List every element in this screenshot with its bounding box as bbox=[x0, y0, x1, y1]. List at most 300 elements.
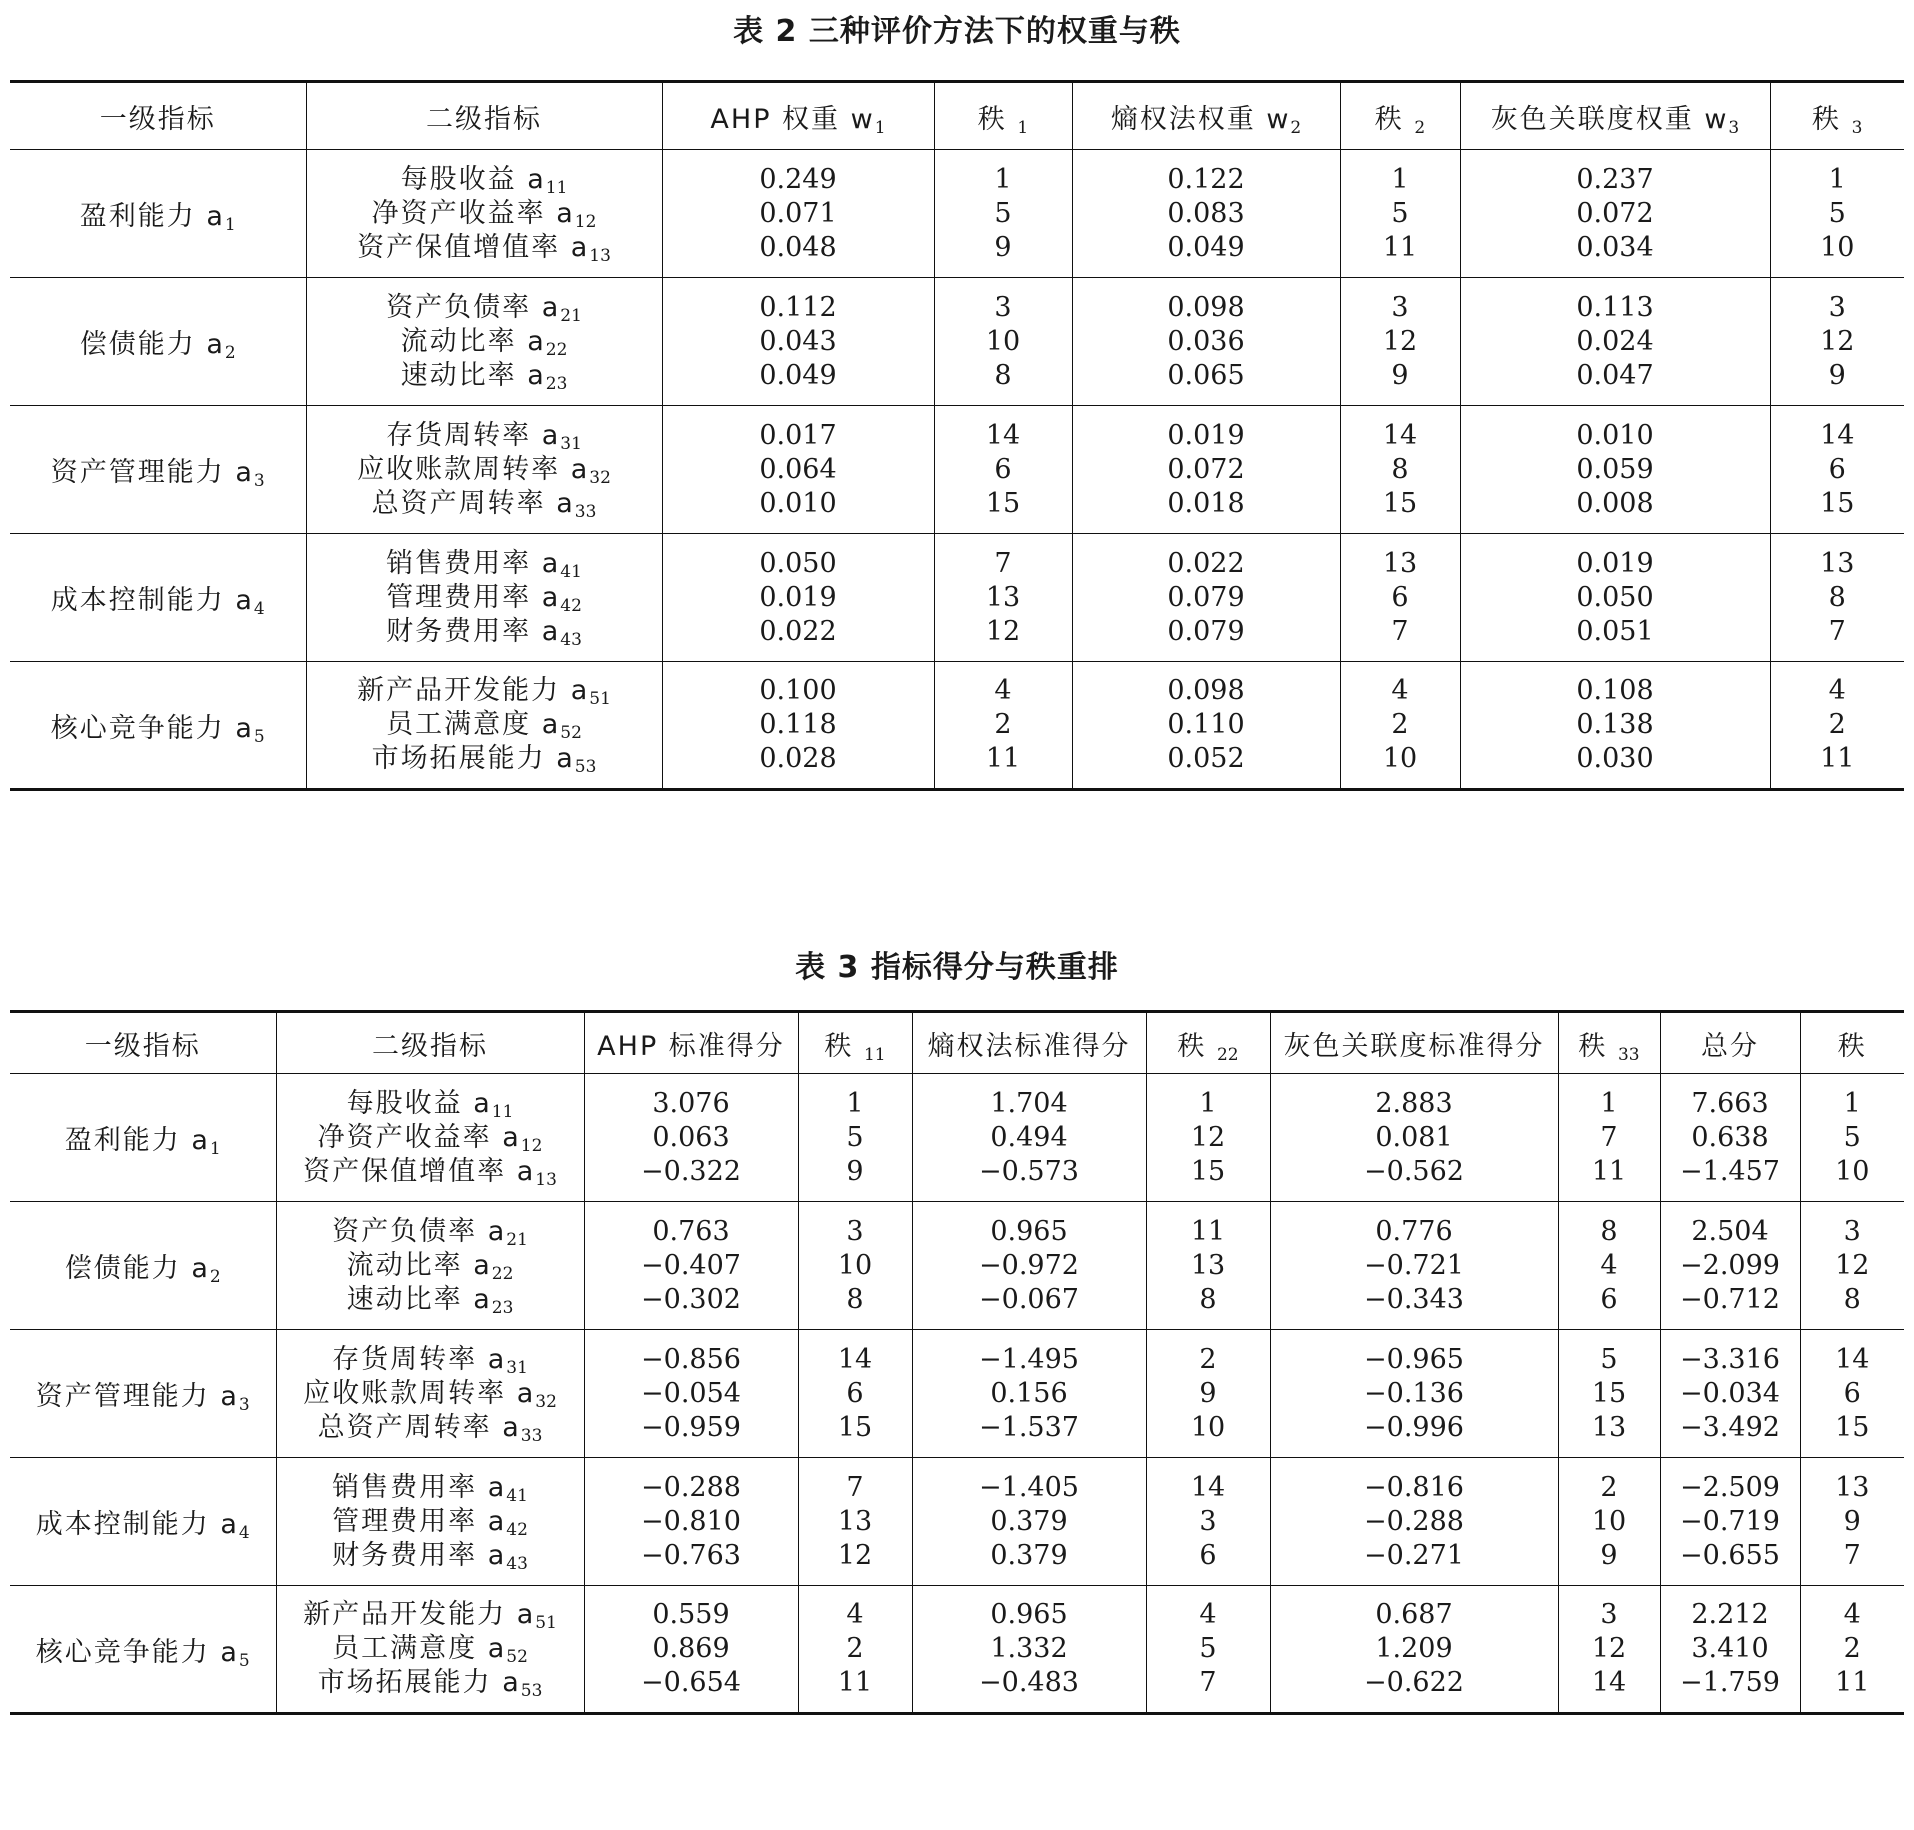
value-cell bbox=[1770, 662, 1904, 790]
subscript: 1 bbox=[224, 215, 236, 235]
cell-value: 12 bbox=[1591, 1633, 1627, 1664]
cell-value: 2 bbox=[1600, 1471, 1618, 1503]
cell-value: 6 bbox=[1600, 1283, 1618, 1315]
value-cell bbox=[1270, 1330, 1558, 1458]
subscript: 3 bbox=[1851, 117, 1863, 138]
cell-value: 11 bbox=[1382, 231, 1418, 263]
primary-indicator-cell bbox=[10, 278, 306, 406]
cell-value: 2.212 bbox=[1691, 1599, 1769, 1630]
subscript: 43 bbox=[560, 629, 582, 650]
cell-value: 14 bbox=[1820, 419, 1855, 451]
cell-value: 14 bbox=[1591, 1667, 1627, 1698]
subscript: 41 bbox=[560, 561, 582, 582]
subscript: 2 bbox=[224, 343, 236, 363]
cell-value: 6 bbox=[1391, 581, 1409, 613]
cell-value: −0.856 bbox=[641, 1343, 741, 1375]
primary-indicator-cell bbox=[10, 150, 306, 278]
secondary-indicator bbox=[347, 1283, 514, 1317]
value-cell bbox=[1146, 1586, 1270, 1714]
cell-value: 5 bbox=[1843, 1121, 1861, 1153]
value-cell bbox=[934, 662, 1072, 790]
secondary-indicator bbox=[357, 453, 611, 487]
cell-value: −0.562 bbox=[1364, 1155, 1464, 1187]
cell-value: 7 bbox=[1828, 615, 1846, 647]
cell-value: 0.071 bbox=[759, 197, 837, 229]
subscript: 52 bbox=[506, 1647, 528, 1667]
column-header-text: 熵权法标准得分 bbox=[927, 1030, 1131, 1062]
cell-value: 6 bbox=[1843, 1377, 1861, 1409]
secondary-indicator-name: 员工满意度 a bbox=[332, 1633, 507, 1664]
cell-value: 0.024 bbox=[1576, 325, 1654, 357]
cell-value: −0.763 bbox=[641, 1539, 741, 1571]
cell-value: 8 bbox=[1391, 453, 1409, 485]
cell-value: 1 bbox=[1199, 1087, 1217, 1119]
cell-value: 14 bbox=[985, 419, 1021, 451]
secondary-indicator-name: 市场拓展能力 a bbox=[317, 1667, 521, 1698]
value-cell bbox=[1660, 1202, 1800, 1330]
value-cell bbox=[934, 150, 1072, 278]
value-cell bbox=[934, 406, 1072, 534]
secondary-indicator-name: 财务费用率 a bbox=[386, 615, 561, 647]
cell-value: 8 bbox=[994, 359, 1012, 391]
cell-value: 0.112 bbox=[759, 291, 837, 323]
subscript: 5 bbox=[253, 726, 265, 747]
cell-value: 0.559 bbox=[652, 1599, 730, 1630]
cell-value: 14 bbox=[1382, 419, 1418, 451]
cell-value: 0.050 bbox=[759, 547, 837, 579]
cell-value: −0.343 bbox=[1364, 1283, 1464, 1315]
subscript: 22 bbox=[491, 1263, 514, 1284]
cell-value: −0.816 bbox=[1364, 1471, 1464, 1503]
cell-value: 3.076 bbox=[652, 1087, 730, 1119]
subscript: 4 bbox=[238, 1523, 250, 1543]
value-cell bbox=[1270, 1202, 1558, 1330]
secondary-indicator-name: 应收账款周转率 a bbox=[303, 1377, 536, 1409]
cell-value: 15 bbox=[837, 1411, 873, 1443]
value-cell bbox=[1460, 406, 1770, 534]
secondary-indicator bbox=[401, 325, 568, 359]
cell-value: 0.638 bbox=[1691, 1121, 1769, 1153]
cell-value: 4 bbox=[1391, 675, 1409, 706]
value-cell bbox=[798, 1458, 912, 1586]
secondary-indicator bbox=[386, 419, 582, 453]
value-cell bbox=[584, 1586, 798, 1714]
table-row bbox=[10, 150, 1904, 278]
table-row bbox=[10, 1202, 1904, 1330]
cell-value: 3 bbox=[1843, 1215, 1861, 1247]
cell-value: 0.064 bbox=[759, 453, 837, 485]
cell-value: 0.010 bbox=[1576, 419, 1654, 451]
cell-value: −0.067 bbox=[979, 1283, 1079, 1315]
cell-value: 8 bbox=[1843, 1283, 1861, 1315]
cell-value: 8 bbox=[1828, 581, 1846, 613]
secondary-indicator-cell bbox=[276, 1586, 584, 1714]
value-cell bbox=[1800, 1586, 1904, 1714]
cell-value: 9 bbox=[1199, 1377, 1217, 1409]
value-cell bbox=[798, 1074, 912, 1202]
subscript: 51 bbox=[589, 689, 611, 709]
cell-value: 1 bbox=[1828, 163, 1846, 195]
cell-value: 7 bbox=[846, 1471, 864, 1503]
table-row bbox=[10, 1074, 1904, 1202]
cell-value: −0.996 bbox=[1364, 1411, 1464, 1443]
subscript: 11 bbox=[545, 177, 568, 198]
value-cell bbox=[1146, 1074, 1270, 1202]
column-header bbox=[1770, 82, 1904, 150]
cell-value: 7 bbox=[1600, 1121, 1618, 1153]
subscript: 3 bbox=[253, 471, 265, 491]
cell-value: 1 bbox=[846, 1087, 864, 1119]
value-cell bbox=[662, 406, 934, 534]
secondary-indicator bbox=[318, 1121, 543, 1155]
cell-value: 3 bbox=[1391, 291, 1409, 323]
cell-value: 10 bbox=[1190, 1411, 1226, 1443]
value-cell bbox=[1558, 1074, 1660, 1202]
cell-value: 10 bbox=[1591, 1505, 1627, 1537]
cell-value: 0.028 bbox=[759, 743, 837, 774]
cell-value: 0.122 bbox=[1167, 163, 1245, 195]
cell-value: 8 bbox=[1600, 1215, 1618, 1247]
column-header-text: 一级指标 bbox=[99, 103, 216, 135]
cell-value: 1.332 bbox=[990, 1633, 1068, 1664]
cell-value: 14 bbox=[1190, 1471, 1226, 1503]
value-cell bbox=[1340, 278, 1460, 406]
table-row bbox=[10, 1586, 1904, 1714]
value-cell bbox=[1340, 662, 1460, 790]
table-row bbox=[10, 1330, 1904, 1458]
secondary-indicator bbox=[357, 674, 611, 708]
cell-value: 3 bbox=[846, 1215, 864, 1247]
cell-value: 8 bbox=[1199, 1283, 1217, 1315]
cell-value: 4 bbox=[1199, 1599, 1217, 1630]
secondary-indicator-name: 总资产周转率 a bbox=[317, 1411, 521, 1443]
value-cell bbox=[1770, 406, 1904, 534]
cell-value: 0.108 bbox=[1576, 675, 1654, 706]
cell-value: 12 bbox=[1820, 325, 1855, 357]
subscript: 1 bbox=[1017, 117, 1029, 138]
column-header bbox=[584, 1012, 798, 1074]
column-header-text: AHP 标准得分 bbox=[597, 1030, 785, 1062]
subscript: 13 bbox=[535, 1169, 557, 1190]
column-header bbox=[912, 1012, 1146, 1074]
subscript: 31 bbox=[506, 1357, 528, 1378]
cell-value: −0.054 bbox=[641, 1377, 741, 1409]
secondary-indicator-cell bbox=[276, 1074, 584, 1202]
cell-value: 0.113 bbox=[1576, 291, 1654, 323]
subscript: 51 bbox=[535, 1613, 557, 1633]
cell-value: 0.138 bbox=[1576, 709, 1654, 740]
value-cell bbox=[1770, 534, 1904, 662]
cell-value: 10 bbox=[1382, 743, 1418, 774]
secondary-indicator-cell bbox=[276, 1458, 584, 1586]
value-cell bbox=[662, 534, 934, 662]
subscript: 42 bbox=[506, 1519, 528, 1540]
primary-indicator-cell bbox=[10, 1458, 276, 1586]
cell-value: 10 bbox=[985, 325, 1021, 357]
secondary-indicator bbox=[372, 197, 597, 231]
secondary-indicator bbox=[386, 708, 582, 742]
secondary-indicator-name: 净资产收益率 a bbox=[317, 1121, 521, 1153]
column-header-text: 一级指标 bbox=[84, 1030, 201, 1062]
value-cell bbox=[912, 1586, 1146, 1714]
primary-indicator-name: 偿债能力 a bbox=[79, 329, 225, 360]
cell-value: 12 bbox=[1835, 1249, 1870, 1281]
value-cell bbox=[912, 1202, 1146, 1330]
secondary-indicator-name: 每股收益 a bbox=[400, 163, 546, 195]
primary-indicator-cell bbox=[10, 662, 306, 790]
value-cell bbox=[662, 150, 934, 278]
secondary-indicator-name: 速动比率 a bbox=[346, 1283, 492, 1315]
cell-value: −1.405 bbox=[979, 1471, 1079, 1503]
column-header-text: 秩 bbox=[1812, 103, 1852, 135]
cell-value: 5 bbox=[1391, 197, 1409, 229]
subscript: 53 bbox=[574, 757, 597, 777]
value-cell bbox=[1558, 1202, 1660, 1330]
primary-indicator-name: 成本控制能力 a bbox=[50, 585, 254, 616]
subscript: 32 bbox=[535, 1391, 557, 1412]
subscript: 13 bbox=[589, 245, 611, 266]
cell-value: 11 bbox=[1835, 1667, 1870, 1698]
cell-value: 7.663 bbox=[1691, 1087, 1769, 1119]
cell-value: 13 bbox=[1835, 1471, 1870, 1503]
secondary-indicator-name: 存货周转率 a bbox=[386, 419, 561, 451]
cell-value: 10 bbox=[837, 1249, 873, 1281]
value-cell bbox=[584, 1458, 798, 1586]
value-cell bbox=[1270, 1458, 1558, 1586]
cell-value: −0.721 bbox=[1364, 1249, 1464, 1281]
cell-value: 0.030 bbox=[1576, 743, 1654, 774]
value-cell bbox=[1460, 534, 1770, 662]
cell-value: 3 bbox=[994, 291, 1012, 323]
secondary-indicator bbox=[372, 742, 597, 776]
cell-value: −0.034 bbox=[1680, 1377, 1780, 1409]
cell-value: 2 bbox=[1391, 709, 1409, 740]
cell-value: 13 bbox=[1190, 1249, 1226, 1281]
cell-value: 0.049 bbox=[1167, 231, 1245, 263]
cell-value: 11 bbox=[1190, 1215, 1226, 1247]
cell-value: 9 bbox=[1828, 359, 1846, 391]
cell-value: 15 bbox=[1382, 487, 1418, 519]
column-header bbox=[1460, 82, 1770, 150]
secondary-indicator bbox=[332, 1215, 528, 1249]
cell-value: 0.081 bbox=[1375, 1121, 1453, 1153]
header-row bbox=[10, 1012, 1904, 1074]
subscript: 52 bbox=[560, 723, 582, 743]
value-cell bbox=[1558, 1586, 1660, 1714]
cell-value: 7 bbox=[1391, 615, 1409, 647]
primary-indicator-cell bbox=[10, 406, 306, 534]
cell-value: 0.079 bbox=[1167, 615, 1245, 647]
cell-value: 1 bbox=[1600, 1087, 1618, 1119]
subscript: 12 bbox=[574, 211, 597, 232]
secondary-indicator-name: 销售费用率 a bbox=[332, 1471, 507, 1503]
value-cell bbox=[584, 1202, 798, 1330]
secondary-indicator-name: 新产品开发能力 a bbox=[357, 675, 590, 706]
cell-value: 4 bbox=[1843, 1599, 1861, 1630]
cell-value: 2 bbox=[994, 709, 1012, 740]
value-cell bbox=[1770, 278, 1904, 406]
column-header-text: 灰色关联度权重 w bbox=[1490, 103, 1729, 135]
value-cell bbox=[912, 1074, 1146, 1202]
secondary-indicator-name: 资产保值增值率 a bbox=[357, 231, 590, 263]
cell-value: 11 bbox=[985, 743, 1021, 774]
cell-value: 0.110 bbox=[1167, 709, 1245, 740]
cell-value: 6 bbox=[1828, 453, 1846, 485]
column-header-text: 秩 bbox=[824, 1030, 864, 1062]
cell-value: 0.022 bbox=[759, 615, 837, 647]
subscript: 33 bbox=[520, 1425, 543, 1446]
secondary-indicator-name: 流动比率 a bbox=[346, 1249, 492, 1281]
secondary-indicator-cell bbox=[306, 406, 662, 534]
table-row bbox=[10, 662, 1904, 790]
column-header-text: AHP 权重 w bbox=[710, 103, 875, 135]
cell-value: 0.379 bbox=[990, 1539, 1068, 1571]
subscript: 2 bbox=[1290, 117, 1302, 138]
cell-value: 0.965 bbox=[990, 1215, 1068, 1247]
cell-value: 0.036 bbox=[1167, 325, 1245, 357]
cell-value: 0.048 bbox=[759, 231, 837, 263]
value-cell bbox=[1340, 534, 1460, 662]
secondary-indicator bbox=[347, 1249, 514, 1283]
value-cell bbox=[934, 534, 1072, 662]
subscript: 22 bbox=[545, 339, 568, 360]
value-cell bbox=[1660, 1330, 1800, 1458]
value-cell bbox=[1146, 1458, 1270, 1586]
column-header bbox=[662, 82, 934, 150]
value-cell bbox=[1146, 1330, 1270, 1458]
secondary-indicator-name: 财务费用率 a bbox=[332, 1539, 507, 1571]
secondary-indicator-name: 总资产周转率 a bbox=[371, 487, 575, 519]
value-cell bbox=[1146, 1202, 1270, 1330]
value-cell bbox=[1270, 1586, 1558, 1714]
subscript: 22 bbox=[1216, 1044, 1239, 1065]
weights-rank-table bbox=[10, 80, 1904, 791]
cell-value: 0.494 bbox=[990, 1121, 1068, 1153]
cell-value: 7 bbox=[1843, 1539, 1861, 1571]
value-cell bbox=[1460, 150, 1770, 278]
cell-value: 3 bbox=[1828, 291, 1846, 323]
secondary-indicator bbox=[332, 1505, 528, 1539]
secondary-indicator-name: 管理费用率 a bbox=[386, 581, 561, 613]
value-cell bbox=[1770, 150, 1904, 278]
secondary-indicator-name: 资产负债率 a bbox=[332, 1215, 507, 1247]
column-header-text: 秩 bbox=[1837, 1030, 1867, 1062]
column-header bbox=[1072, 82, 1340, 150]
cell-value: 12 bbox=[1190, 1121, 1226, 1153]
column-header bbox=[1558, 1012, 1660, 1074]
secondary-indicator-name: 存货周转率 a bbox=[332, 1343, 507, 1375]
primary-indicator-name: 盈利能力 a bbox=[79, 201, 225, 232]
column-header bbox=[1270, 1012, 1558, 1074]
cell-value: 13 bbox=[1591, 1411, 1627, 1443]
cell-value: −0.655 bbox=[1680, 1539, 1780, 1571]
secondary-indicator-cell bbox=[306, 662, 662, 790]
column-header bbox=[276, 1012, 584, 1074]
value-cell bbox=[1072, 278, 1340, 406]
cell-value: 0.034 bbox=[1576, 231, 1654, 263]
cell-value: 0.237 bbox=[1576, 163, 1654, 195]
column-header-text: 秩 bbox=[1177, 1030, 1217, 1062]
column-header-text: 熵权法权重 w bbox=[1110, 103, 1291, 135]
column-header bbox=[306, 82, 662, 150]
value-cell bbox=[1660, 1586, 1800, 1714]
column-header-text: 灰色关联度标准得分 bbox=[1283, 1030, 1545, 1062]
cell-value: 0.869 bbox=[652, 1633, 730, 1664]
cell-value: −0.288 bbox=[1364, 1505, 1464, 1537]
cell-value: 15 bbox=[1190, 1155, 1226, 1187]
subscript: 33 bbox=[1617, 1044, 1640, 1065]
subscript: 1 bbox=[209, 1139, 221, 1159]
table2-caption: 表 2 三种评价方法下的权重与秩 bbox=[733, 14, 1181, 49]
cell-value: 0.965 bbox=[990, 1599, 1068, 1630]
secondary-indicator-cell bbox=[306, 150, 662, 278]
value-cell bbox=[584, 1330, 798, 1458]
cell-value: 4 bbox=[846, 1599, 864, 1630]
cell-value: 13 bbox=[1820, 547, 1855, 579]
value-cell bbox=[1558, 1458, 1660, 1586]
column-header-text: 总分 bbox=[1701, 1030, 1759, 1062]
secondary-indicator-cell bbox=[306, 534, 662, 662]
cell-value: 0.043 bbox=[759, 325, 837, 357]
primary-indicator-cell bbox=[10, 1586, 276, 1714]
cell-value: 0.019 bbox=[759, 581, 837, 613]
cell-value: −1.759 bbox=[1680, 1667, 1780, 1698]
secondary-indicator bbox=[347, 1087, 514, 1121]
cell-value: 2 bbox=[1828, 709, 1846, 740]
primary-indicator-name: 盈利能力 a bbox=[64, 1125, 210, 1156]
cell-value: 9 bbox=[994, 231, 1012, 263]
cell-value: 0.079 bbox=[1167, 581, 1245, 613]
primary-indicator-name: 核心竞争能力 a bbox=[50, 712, 254, 744]
secondary-indicator-name: 流动比率 a bbox=[400, 325, 546, 357]
cell-value: 14 bbox=[1835, 1343, 1870, 1375]
secondary-indicator-name: 员工满意度 a bbox=[386, 709, 561, 740]
secondary-indicator bbox=[401, 359, 568, 393]
cell-value: −0.712 bbox=[1680, 1283, 1780, 1315]
primary-indicator-name: 资产管理能力 a bbox=[35, 1381, 239, 1412]
value-cell bbox=[1660, 1458, 1800, 1586]
cell-value: 0.050 bbox=[1576, 581, 1654, 613]
subscript: 21 bbox=[506, 1229, 528, 1250]
subscript: 31 bbox=[560, 433, 582, 454]
cell-value: 0.763 bbox=[652, 1215, 730, 1247]
primary-indicator-cell bbox=[10, 1202, 276, 1330]
cell-value: 0.047 bbox=[1576, 359, 1654, 391]
cell-value: −0.959 bbox=[641, 1411, 741, 1443]
cell-value: 0.379 bbox=[990, 1505, 1068, 1537]
subscript: 53 bbox=[520, 1681, 543, 1701]
subscript: 2 bbox=[209, 1267, 221, 1287]
cell-value: 5 bbox=[1828, 197, 1846, 229]
secondary-indicator bbox=[303, 1598, 557, 1632]
value-cell bbox=[1072, 406, 1340, 534]
cell-value: −1.495 bbox=[979, 1343, 1079, 1375]
secondary-indicator bbox=[401, 163, 568, 197]
value-cell bbox=[1800, 1074, 1904, 1202]
secondary-indicator-name: 资产负债率 a bbox=[386, 291, 561, 323]
cell-value: 2 bbox=[1199, 1343, 1217, 1375]
cell-value: 7 bbox=[994, 547, 1012, 579]
value-cell bbox=[1072, 662, 1340, 790]
cell-value: 0.049 bbox=[759, 359, 837, 391]
primary-indicator-cell bbox=[10, 1074, 276, 1202]
table3-caption: 表 3 指标得分与秩重排 bbox=[795, 950, 1119, 985]
cell-value: 0.083 bbox=[1167, 197, 1245, 229]
secondary-indicator bbox=[357, 231, 611, 265]
cell-value: 10 bbox=[1820, 231, 1855, 263]
cell-value: 0.019 bbox=[1167, 419, 1245, 451]
cell-value: 2 bbox=[1843, 1633, 1861, 1664]
